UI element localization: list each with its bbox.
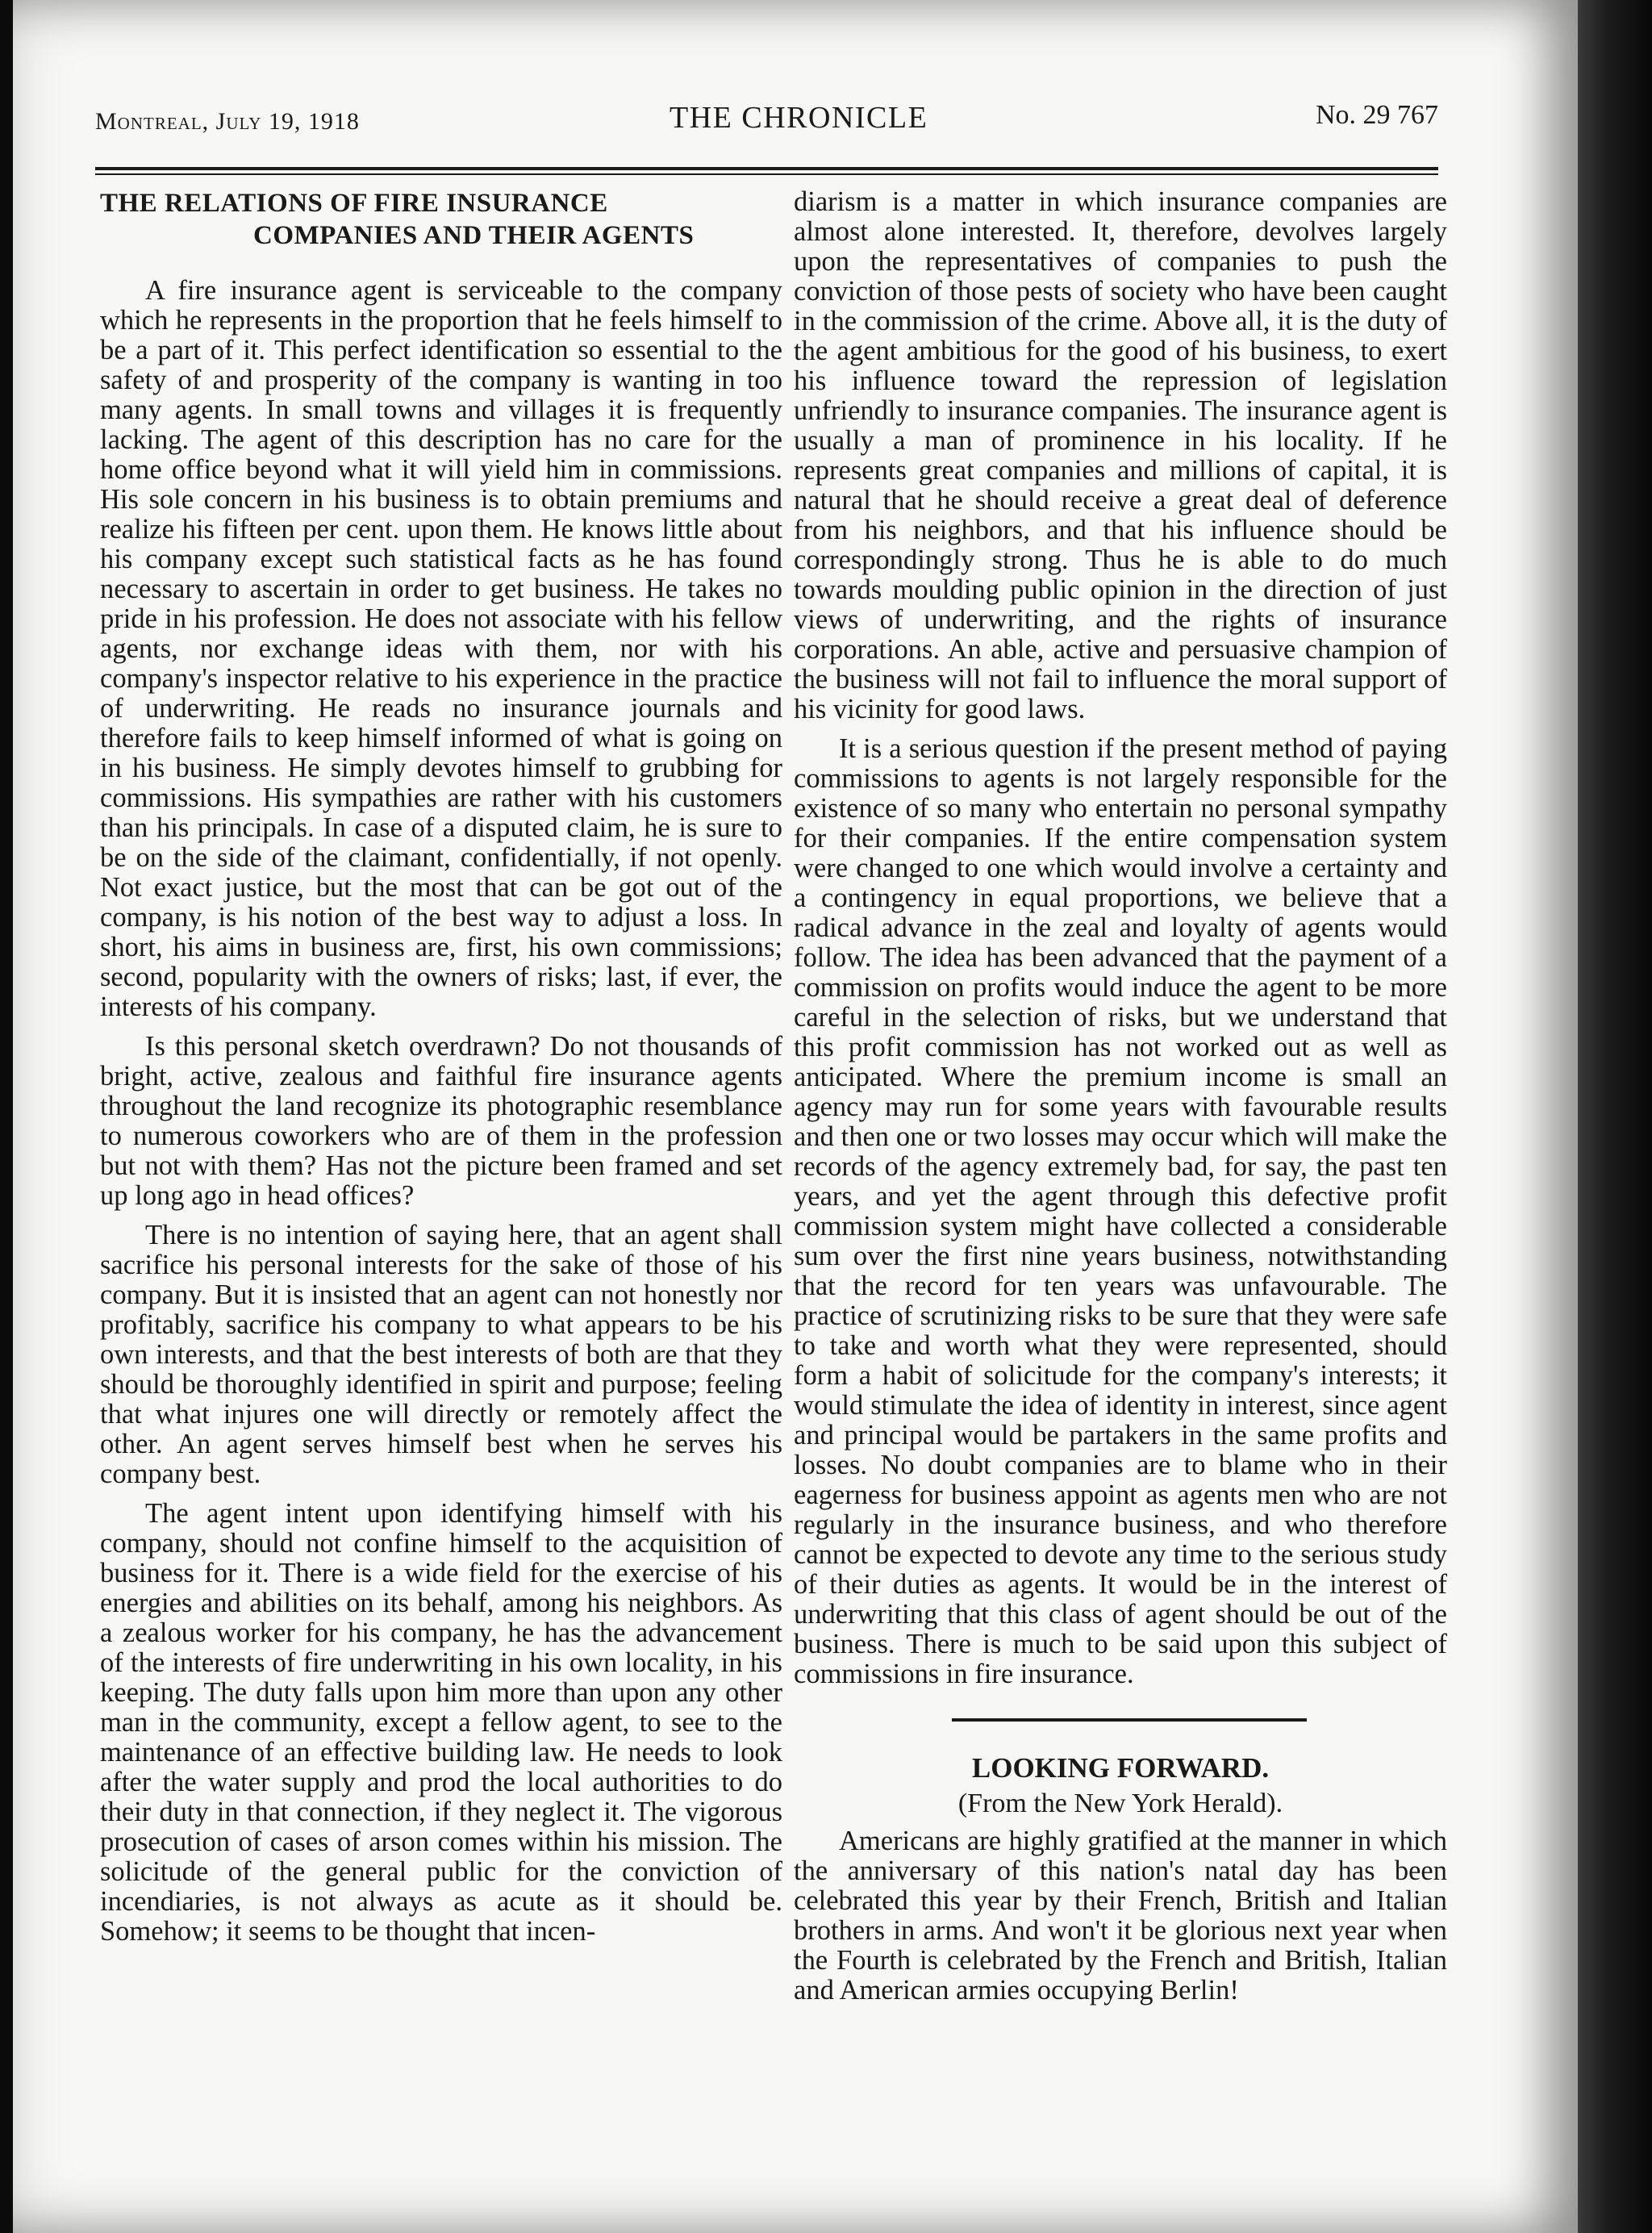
article-paragraph-continued: diarism is a matter in which insurance companies are almost alone interested. It, therefore, devolves largely upon the representatives of companies to push the conviction of those pests of society who have been caught in the commission of the crime. Above all, it is the duty of the agent ambitious for the good of his business, to exert his influence toward the repression of legislation unfriendly to insurance companies. The insurance agent is usually a man of prominence in his locality. If he represents great companies and millions of capital, it is natural that he should receive a great deal of deference from his neighbors, and that his influence should be correspondingly strong. Thus he is able to do much towards moulding public opinion in the direction of just views of underwriting, and the rights of insurance corporations. An able, active and persuasive champion of the business will not fail to influence the moral support of his vicinity for good laws. bbox=[794, 186, 1447, 724]
journal-name: THE CHRONICLE bbox=[670, 101, 928, 135]
book-binding-edge bbox=[1578, 0, 1652, 2233]
dateline: Montreal, July 19, 1918 bbox=[95, 108, 360, 135]
second-article-source: (From the New York Herald). bbox=[957, 1788, 1283, 1818]
article-title-line-2: COMPANIES AND THEIR AGENTS bbox=[253, 221, 695, 250]
issue-and-page-number: No. 29 767 bbox=[1315, 100, 1438, 130]
article-paragraph: Is this personal sketch overdrawn? Do not thousands of bright, active, zealous and faithful fire insurance agents throughout the land recognize its photographic resemblance to numerous coworkers who are of them in the profession but not with them? Has not the picture been framed and set up long ago in head offices? bbox=[100, 1031, 782, 1211]
article-paragraph: The agent intent upon identifying himself with his company, should not confine himself to the acquisition of business for it. There is a wide field for the exercise of his energies and abilities on its behalf, among his neighbors. As a zealous worker for his company, he has the advancement of the interests of fire underwriting in his own locality, in his keeping. The duty falls upon him more than upon any other man in the community, except a fellow agent, to see to the maintenance of an effective building law. He needs to look after the water supply and prod the local authorities to do their duty in that connection, if they neglect it. The vigorous prosecution of cases of arson comes within his mission. The solicitude of the general public for the conviction of incendiaries, is not always as acute as it should be. Somehow; it seems to be thought that incen- bbox=[100, 1498, 782, 1947]
second-article-title: LOOKING FORWARD. bbox=[971, 1752, 1270, 1784]
scan-border bbox=[0, 0, 13, 2233]
article-title bbox=[100, 187, 782, 252]
left-column bbox=[100, 187, 782, 1947]
article-paragraph: It is a serious question if the present method of paying commissions to agents is not largely responsible for the existence of so many who entertain no personal sympathy for their companies. If the entire compensation system were changed to one which would involve a certainty and a contingency in equal proportions, we believe that a radical advance in the zeal and loyalty of agents would follow. The idea has been advanced that the payment of a commission on profits would induce the agent to be more careful in the selection of risks, but we understand that this profit commission has not worked out as well as anticipated. Where the premium income is small an agency may run for some years with favourable results and then one or two losses may occur which will make the records of the agency extremely bad, for say, the past ten years, and yet the agent through this defective profit commission system might have collected a considerable sum over the first nine years business, notwithstanding that the record for ten years was unfavourable. The practice of scrutinizing risks to be sure that they were safe to take and worth what they were represented, should form a habit of solicitude for the company's interests; it would stimulate the idea of identity in interest, since agent and principal would be partakers in the same profits and losses. No doubt companies are to blame who in their eagerness for business appoint as agents men who are not regularly in the insurance business, and who therefore cannot be expected to devote any time to the serious study of their duties as agents. It would be in the interest of underwriting that this class of agent should be out of the business. There is much to be said upon this subject of commissions in fire insurance. bbox=[794, 733, 1447, 1689]
second-article-paragraph: Americans are highly gratified at the manner in which the anniversary of this nation's natal day has been celebrated this year by their French, British and Italian brothers in arms. And won't it be glorious next year when the Fourth is celebrated by the French and British, Italian and American armies occupying Berlin! bbox=[794, 1826, 1447, 2006]
article-title-line-1: THE RELATIONS OF FIRE INSURANCE bbox=[100, 189, 608, 218]
header-rule bbox=[95, 167, 1438, 175]
article-paragraph: A fire insurance agent is serviceable to the company which he represents in the proportion that he feels himself to be a part of it. This perfect identification so essential to the safety of and prosperity of the company is wanting in too many agents. In small towns and villages it is frequently lacking. The agent of this description has no care for the home office beyond what it will yield him in commissions. His sole concern in his business is to obtain premiums and realize his fifteen per cent. upon them. He knows little about his company except such statistical facts as he has found necessary to ascertain in order to get business. He takes no pride in his profession. He does not associate with his fellow agents, nor exchange ideas with them, nor with his company's inspector relative to his experience in the practice of underwriting. He reads no insurance journals and therefore fails to keep himself informed of what is going on in his business. He simply devotes himself to grubbing for commissions. His sympathies are rather with his customers than his principals. In case of a disputed claim, he is sure to be on the side of the claimant, confidentially, if not openly. Not exact justice, but the most that can be got out of the company, is his notion of the best way to adjust a loss. In short, his aims in business are, first, his own commissions; second, popularity with the owners of risks; last, if ever, the interests of his company. bbox=[100, 275, 782, 1022]
page-header bbox=[95, 97, 1438, 145]
section-divider bbox=[952, 1718, 1307, 1722]
article-paragraph: There is no intention of saying here, that an agent shall sacrifice his personal interests for the sake of those of his company. But it is insisted that an agent can not honestly nor profitably, sacrifice his company to what appears to be his own interests, and that the best interests of both are that they should be thoroughly identified in spirit and purpose; feeling that what injures one will directly or remotely affect the other. An agent serves himself best when he serves his company best. bbox=[100, 1220, 782, 1489]
right-column bbox=[794, 187, 1447, 2006]
